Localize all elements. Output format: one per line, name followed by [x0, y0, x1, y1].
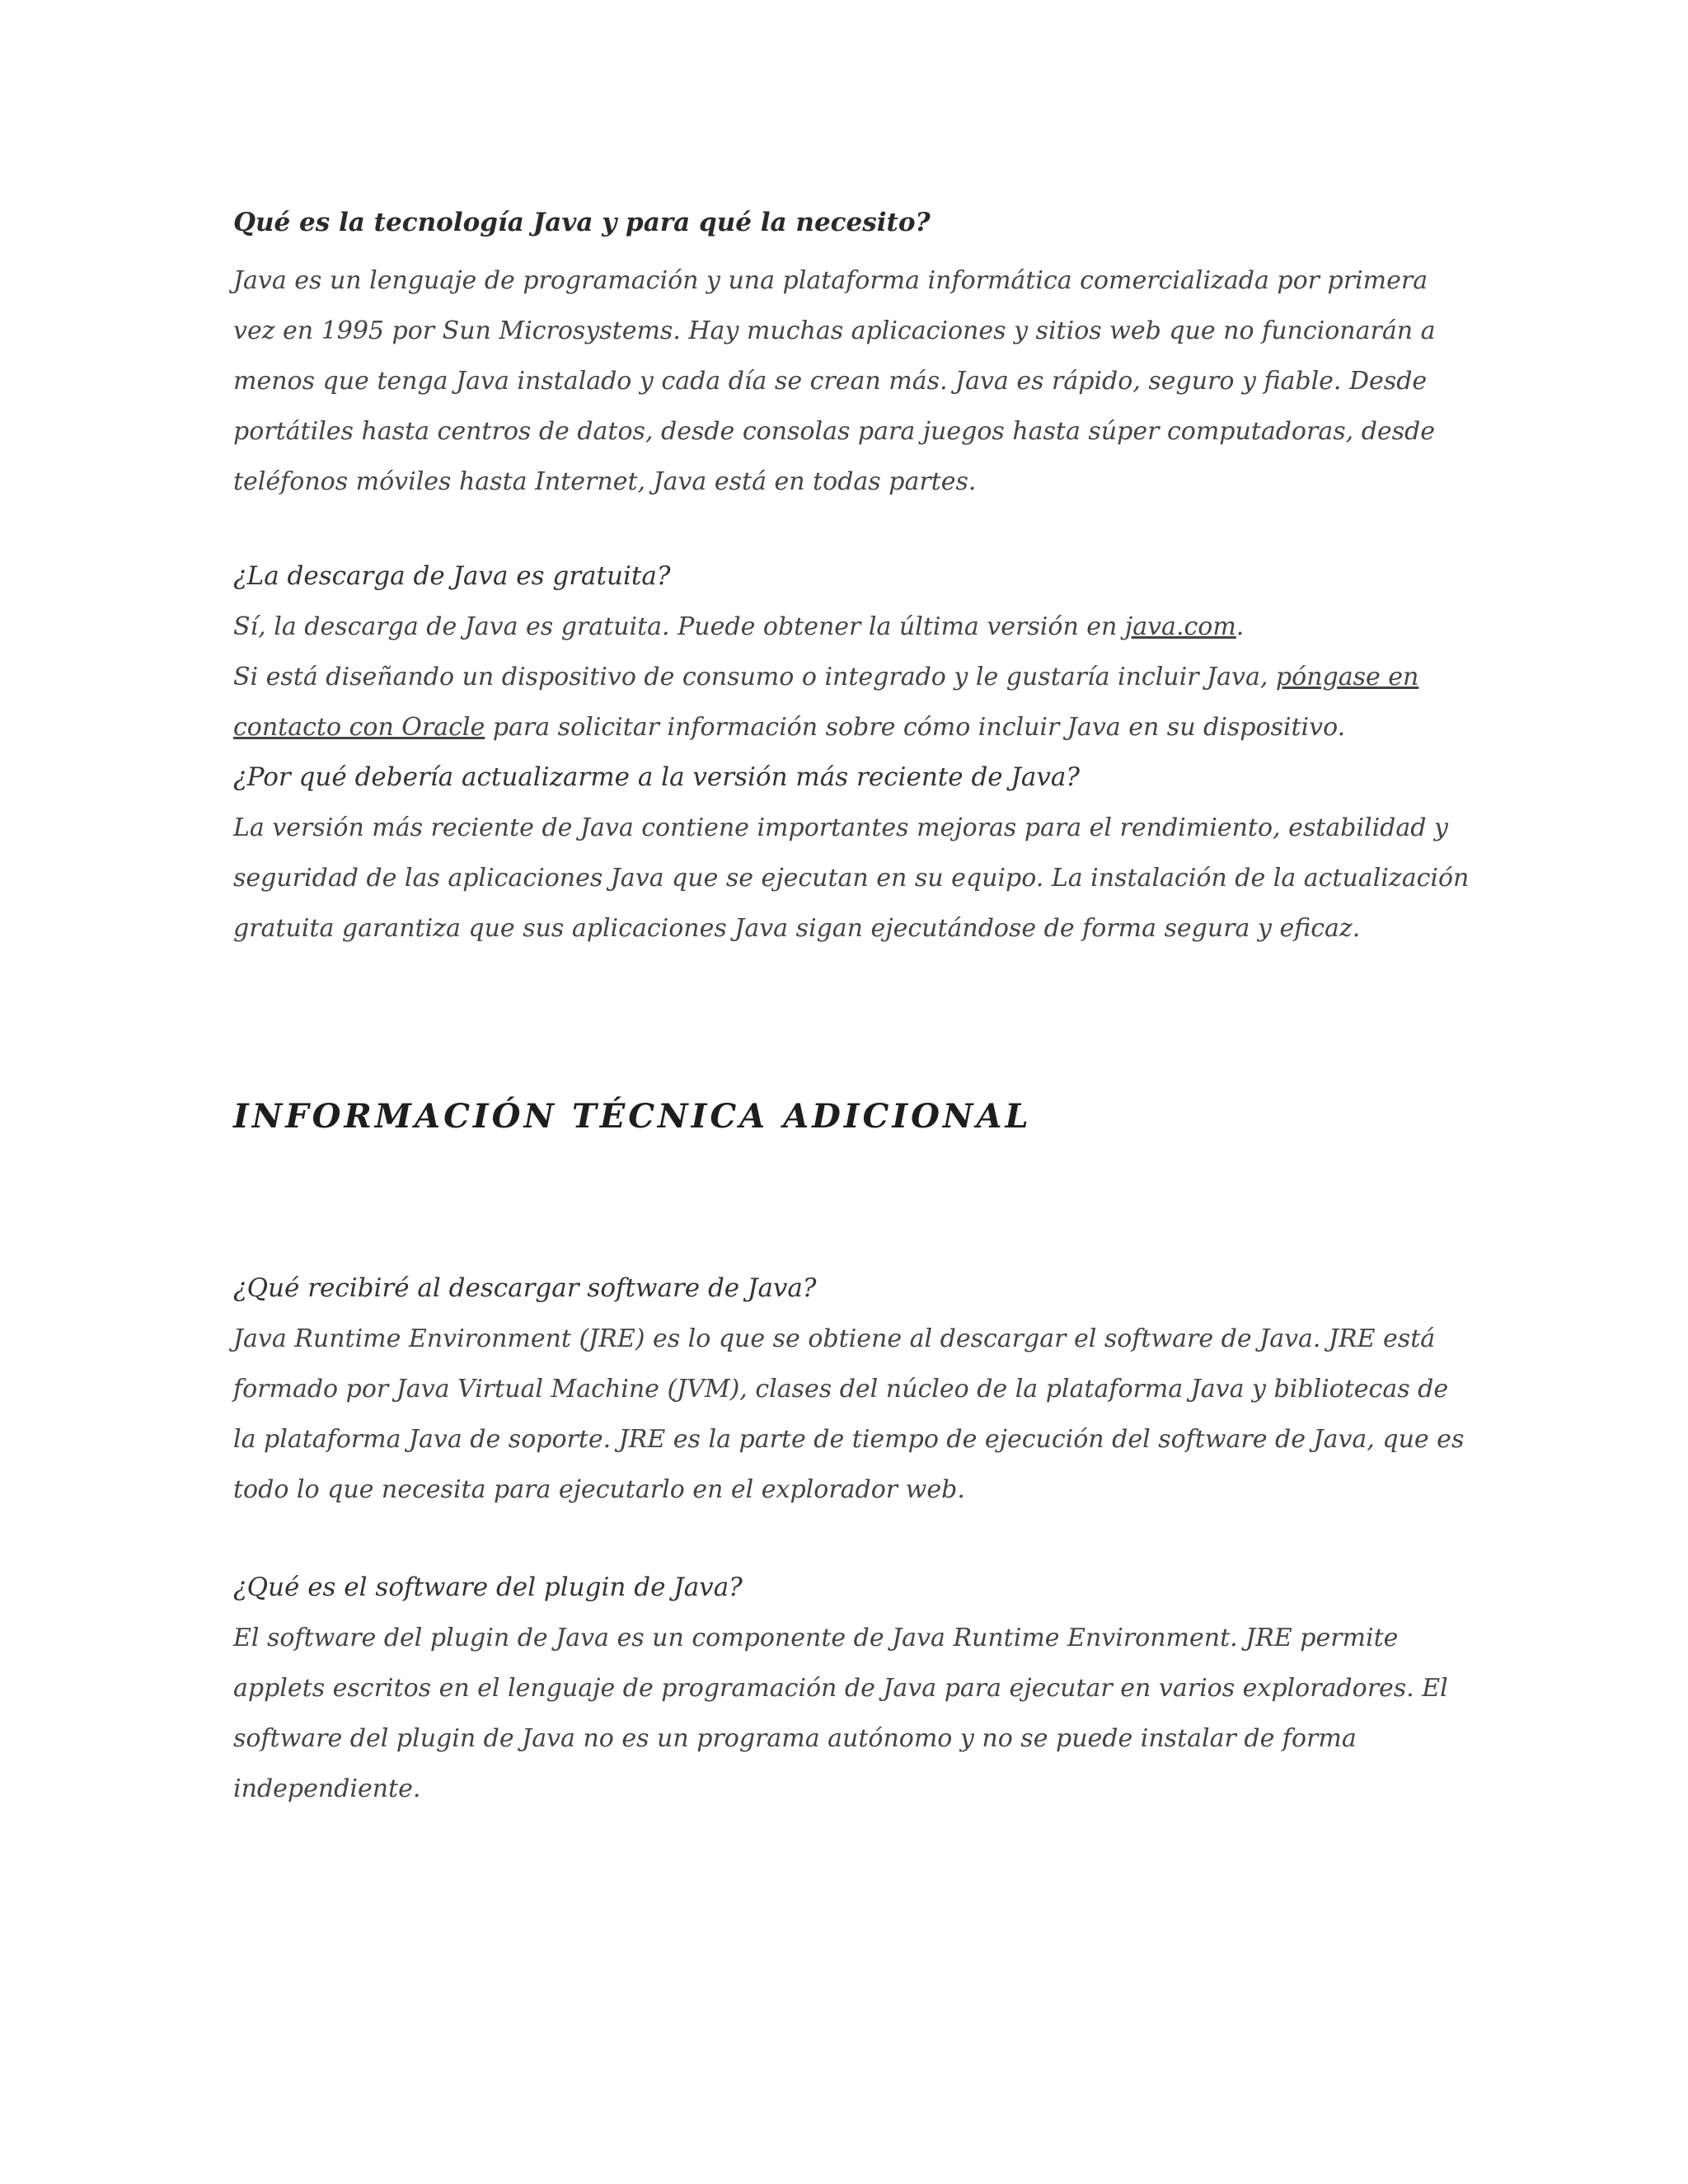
question-plugin-software: ¿Qué es el software del plugin de Java?	[233, 1572, 743, 1602]
paragraph-plugin-description: El software del plugin de Java es un componente de Java Runtime Environment. JRE permite applets escritos en el lenguaje de programación de Java para ejecutar en varios exploradores. El software del plugin de Java no es un programa autónomo y no se puede instalar de forma independiente.	[233, 1624, 1448, 1803]
java-com-link[interactable]: java.com	[1124, 612, 1236, 641]
oracle-contact-text: Si está diseñando un dispositivo de consumo o integrado y le gustaría incluir Java,	[233, 663, 1276, 691]
section-title-java-technology: Qué es la tecnología Java y para qué la necesito?	[233, 208, 931, 237]
paragraph-java-intro: Java es un lenguaje de programación y una plataforma informática comercializada por primera vez en 1995 por Sun Microsystems. Hay muchas aplicaciones y sitios web que no funcionarán a menos que tenga Java instalado y cada día se crean más. Java es rápido, seguro y fiable. Desde portátiles hasta centros de datos, desde consolas para juegos hasta súper computadoras, desde teléfonos móviles hasta Internet, Java está en todas partes.	[233, 266, 1436, 496]
spacer	[233, 1515, 1470, 1563]
paragraph-oracle-contact	[233, 652, 1470, 752]
oracle-contact-end: para solicitar información sobre cómo incluir Java en su dispositivo.	[485, 713, 1346, 742]
contact-oracle-link[interactable]: póngase en contacto con Oracle	[233, 663, 1419, 742]
spacer	[233, 954, 1470, 1094]
question-download-software: ¿Qué recibiré al descargar software de Java?	[233, 1273, 817, 1303]
document-content	[233, 206, 1470, 1814]
download-answer-text: Sí, la descarga de Java es gratuita. Puede obtener la última versión en	[233, 612, 1125, 641]
paragraph-update-answer: La versión más reciente de Java contiene importantes mejoras para el rendimiento, estabilidad y seguridad de las aplicaciones Java que se ejecutan en su equipo. La instalación de la actualización gratuita garantiza que sus aplicaciones Java sigan ejecutándose de forma segura y eficaz.	[233, 813, 1470, 943]
section-heading-technical-info: INFORMACIÓN TÉCNICA ADICIONAL	[233, 1097, 1032, 1136]
paragraph-jre-description: Java Runtime Environment (JRE) es lo que se obtiene al descargar el software de Java. JRE está formado por Java Virtual Machine (JVM), clases del núcleo de la plataforma Java y bibliotecas de la plataforma Java de soporte. JRE es la parte de tiempo de ejecución del software de Java, que es todo lo que necesita para ejecutarlo en el explorador web.	[233, 1324, 1465, 1504]
paragraph-download-answer	[233, 602, 1470, 652]
spacer	[233, 1140, 1470, 1263]
download-answer-end: .	[1236, 612, 1245, 641]
spacer	[233, 507, 1470, 551]
question-download-free: ¿La descarga de Java es gratuita?	[233, 561, 671, 591]
question-update-java: ¿Por qué debería actualizarme a la versión más reciente de Java?	[233, 762, 1081, 792]
